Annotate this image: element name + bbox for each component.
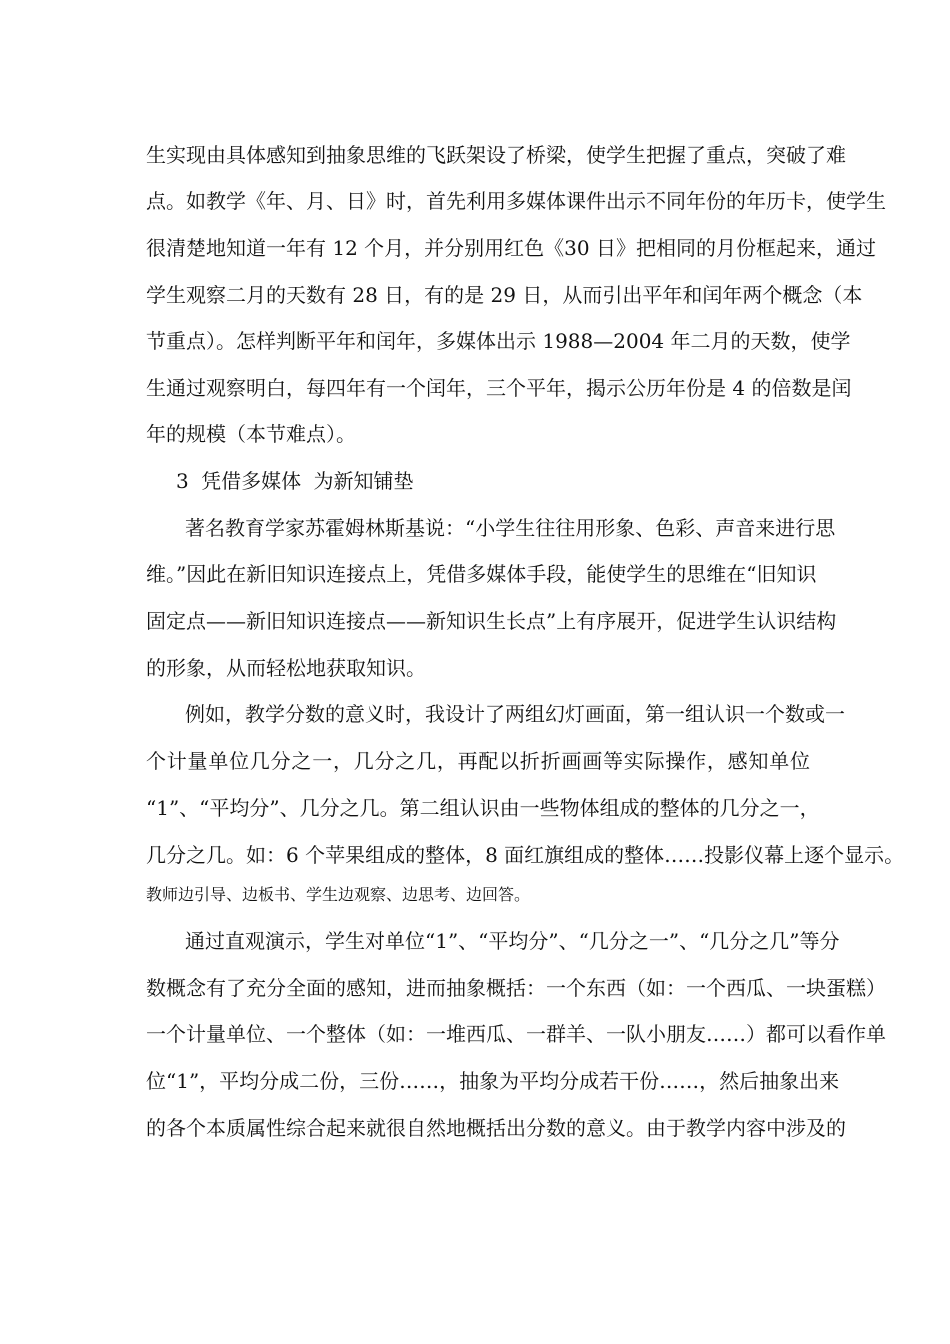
text-line: 著名教育学家苏霍姆林斯基说：“小学生往往用形象、色彩、声音来进行思 — [185, 516, 836, 540]
text-line: 固定点——新旧知识连接点——新知识生长点”上有序展开，促进学生认识结构 — [146, 609, 837, 633]
text-line: 位“1”，平均分成二份，三份……，抽象为平均分成若干份……，然后抽象出来 — [146, 1069, 840, 1093]
text-line: 数概念有了充分全面的感知，进而抽象概括：一个东西（如：一个西瓜、一块蛋糕） — [146, 976, 886, 1000]
text-line: 的各个本质属性综合起来就很自然地概括出分数的意义。由于教学内容中涉及的 — [146, 1116, 846, 1140]
text-line: 点。如教学《年、月、日》时，首先利用多媒体课件出示不同年份的年历卡，使学生 — [146, 189, 886, 213]
text-line: 的形象，从而轻松地获取知识。 — [146, 656, 426, 680]
text-line: 很清楚地知道一年有 12 个月，并分别用红色《30 日》把相同的月份框起来，通过 — [146, 236, 876, 260]
text-line: 例如，教学分数的意义时，我设计了两组幻灯画面，第一组认识一个数或一 — [185, 702, 845, 726]
text-line: 年的规模（本节难点）。 — [146, 422, 356, 446]
text-line: 一个计量单位、一个整体（如：一堆西瓜、一群羊、一队小朋友……）都可以看作单 — [146, 1022, 886, 1046]
text-line: 学生观察二月的天数有 28 日，有的是 29 日，从而引出平年和闰年两个概念（本 — [146, 283, 863, 307]
text-line: 生通过观察明白，每四年有一个闰年，三个平年，揭示公历年份是 4 的倍数是闰 — [146, 376, 852, 400]
text-line: 个计量单位几分之一，几分之几，再配以折折画画等实际操作，感知单位 — [146, 749, 810, 773]
text-line: 通过直观演示，学生对单位“1”、“平均分”、“几分之一”、“几分之几”等分 — [185, 929, 840, 953]
text-line: 生实现由具体感知到抽象思维的飞跃架设了桥梁，使学生把握了重点，突破了难 — [146, 143, 846, 167]
text-line: “1”、“平均分”、几分之几。第二组认识由一些物体组成的整体的几分之一， — [146, 796, 820, 820]
text-line: 节重点）。怎样判断平年和闰年，多媒体出示 1988—2004 年二月的天数，使学 — [146, 329, 851, 353]
text-line: 教师边引导、边板书、学生边观察、边思考、边回答。 — [146, 885, 531, 904]
section-heading: 3 凭借多媒体 为新知铺垫 — [176, 469, 414, 493]
text-line: 维。”因此在新旧知识连接点上，凭借多媒体手段，能使学生的思维在“旧知识 — [146, 562, 817, 586]
text-line: 几分之几。如：6 个苹果组成的整体，8 面红旗组成的整体……投影仪幕上逐个显示。 — [146, 843, 905, 867]
